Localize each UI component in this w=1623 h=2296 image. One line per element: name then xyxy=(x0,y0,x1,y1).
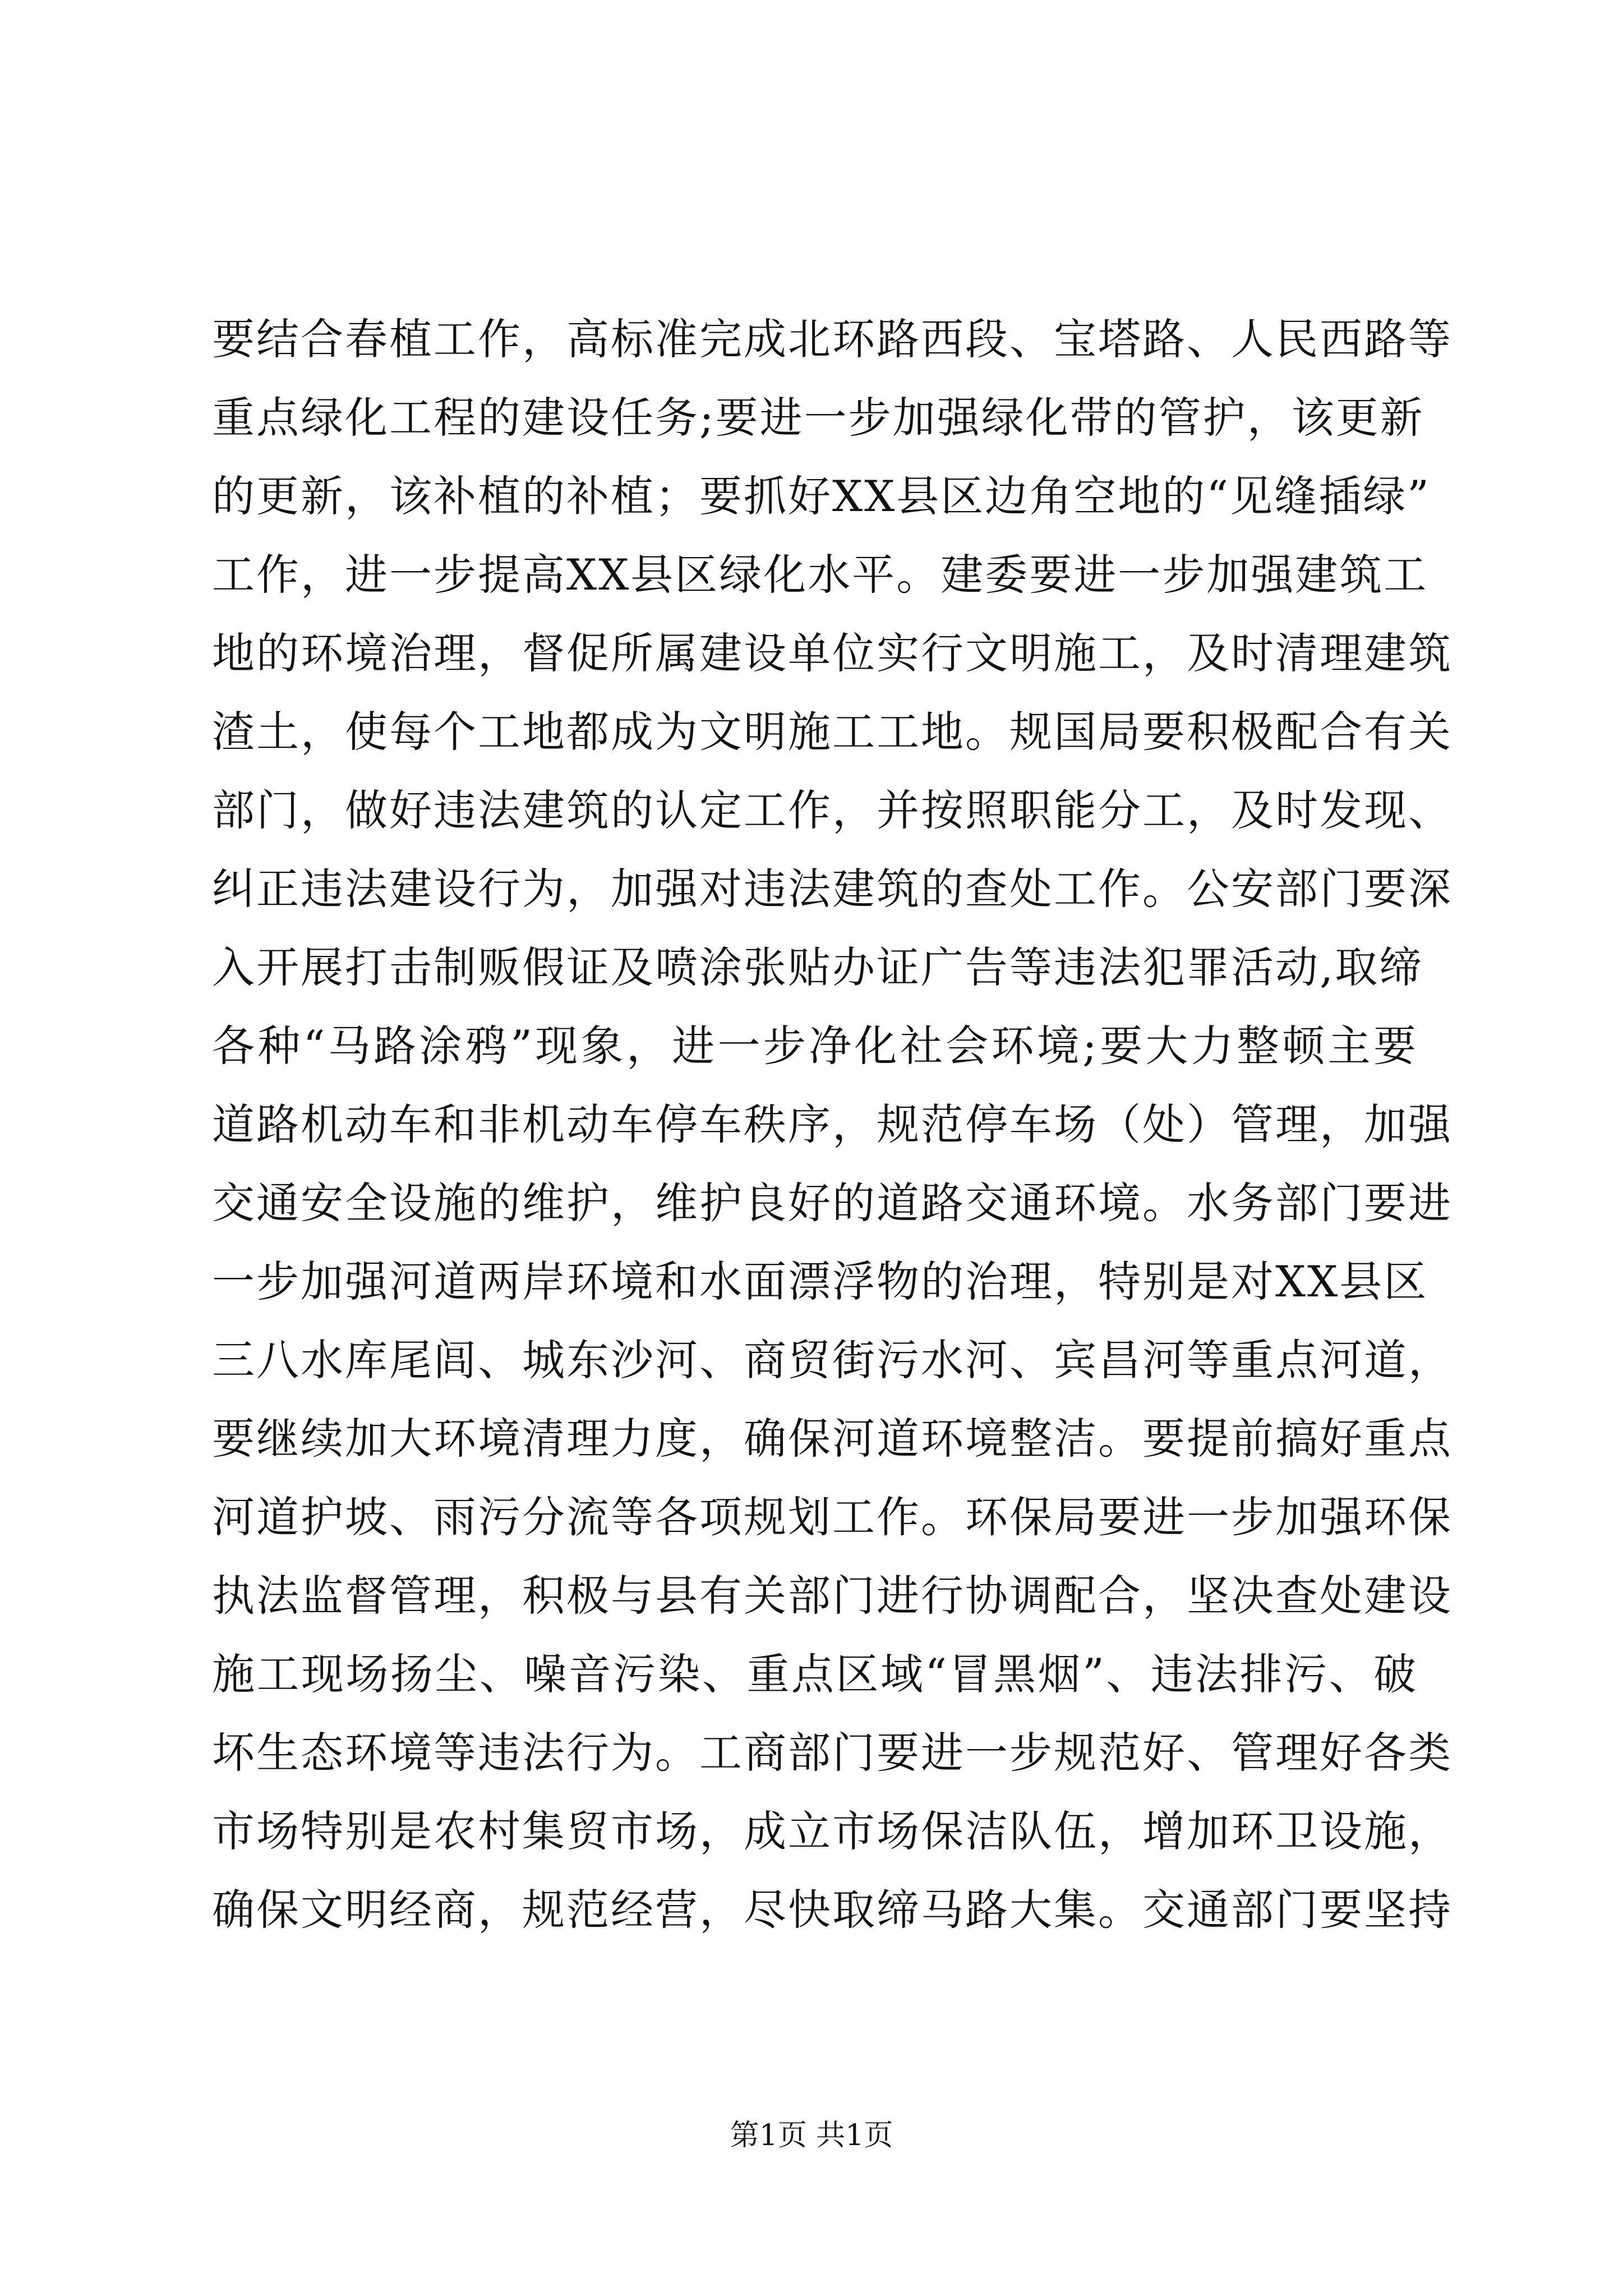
text-line: 施工现场扬尘、噪音污染、重点区域“冒黑烟”、违法排污、破 xyxy=(212,1649,1418,1699)
text-line: 纠正违法建设行为，加强对违法建筑的查处工作。公安部门要深 xyxy=(212,864,1453,914)
text-line: 渣土，使每个工地都成为文明施工工地。规国局要积极配合有关 xyxy=(212,707,1453,757)
text-line: 部门，做好违法建筑的认定工作，并按照职能分工，及时发现、 xyxy=(212,785,1453,835)
text-line: 的更新，该补植的补植；要抓好XX县区边角空地的“见缝插绿” xyxy=(212,471,1431,521)
text-line: 坏生态环境等违法行为。工商部门要进一步规范好、管理好各类 xyxy=(212,1728,1453,1778)
text-line: 地的环境治理，督促所属建设单位实行文明施工，及时清理建筑 xyxy=(212,628,1453,678)
text-line: 要继续加大环境清理力度，确保河道环境整洁。要提前搞好重点 xyxy=(212,1414,1453,1464)
page-footer xyxy=(0,2116,1623,2155)
text-line: 入开展打击制贩假证及喷涂张贴办证广告等违法犯罪活动,取缔 xyxy=(212,942,1424,992)
body-paragraph xyxy=(212,300,1453,1949)
page-number-label: 第1页 共1页 xyxy=(730,2119,893,2152)
text-line: 要结合春植工作，高标准完成北环路西段、宝塔路、人民西路等 xyxy=(212,314,1453,364)
text-line: 道路机动车和非机动车停车秩序，规范停车场（处）管理，加强 xyxy=(212,1099,1453,1149)
text-line: 三八水库尾闾、城东沙河、商贸街污水河、宾昌河等重点河道， xyxy=(212,1335,1453,1385)
text-line: 重点绿化工程的建设任务;要进一步加强绿化带的管护，该更新 xyxy=(212,393,1424,443)
text-line: 一步加强河道两岸环境和水面漂浮物的治理，特别是对XX县区 xyxy=(212,1257,1428,1306)
text-line: 工作，进一步提高XX县区绿化水平。建委要进一步加强建筑工 xyxy=(212,550,1428,600)
text-line: 河道护坡、雨污分流等各项规划工作。环保局要进一步加强环保 xyxy=(212,1492,1453,1542)
text-line: 确保文明经商，规范经营，尽快取缔马路大集。交通部门要坚持 xyxy=(212,1885,1453,1935)
text-line: 执法监督管理，积极与县有关部门进行协调配合，坚决查处建设 xyxy=(212,1571,1453,1621)
text-line: 交通安全设施的维护，维护良好的道路交通环境。水务部门要进 xyxy=(212,1178,1453,1228)
text-line: 市场特别是农村集贸市场，成立市场保洁队伍，增加环卫设施， xyxy=(212,1806,1453,1856)
text-line: 各种“马路涂鸦”现象，进一步净化社会环境;要大力整顿主要 xyxy=(212,1021,1418,1071)
